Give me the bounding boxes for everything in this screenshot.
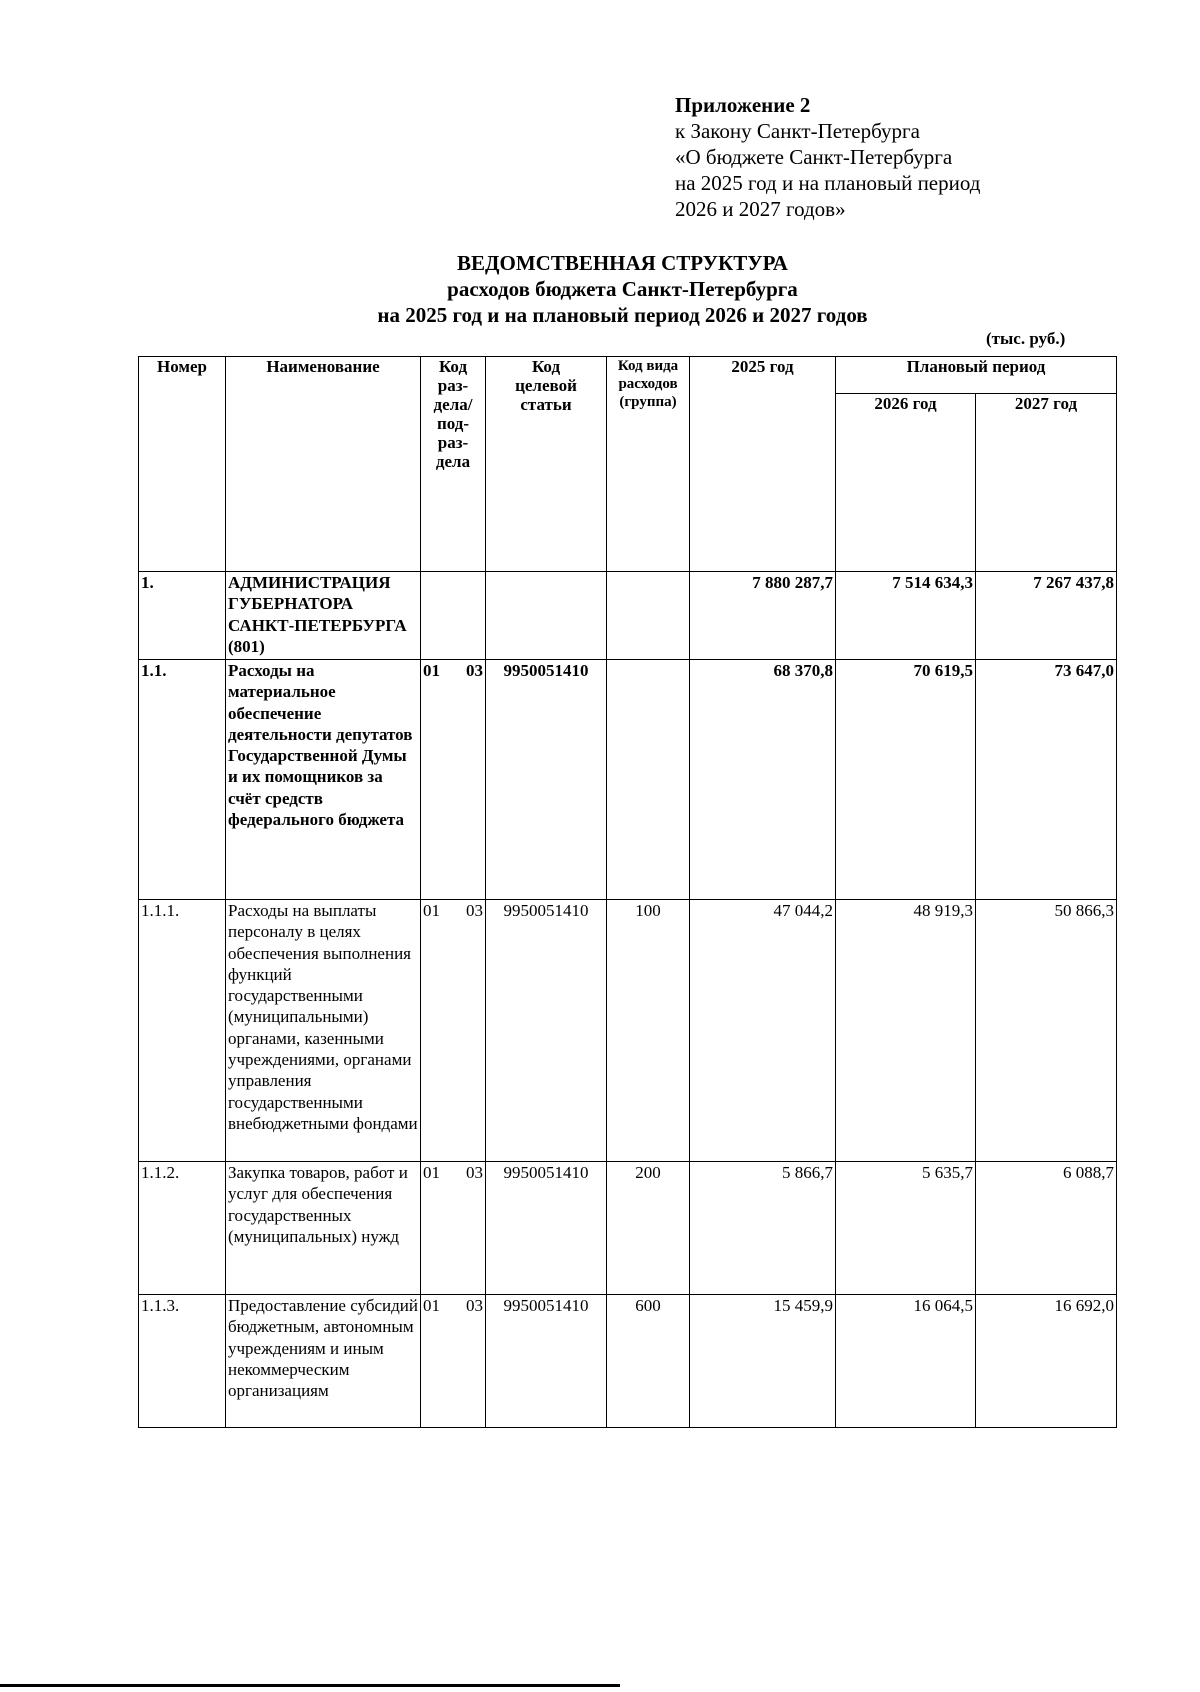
subsection-code: 03: [466, 1296, 483, 1315]
row-number: 1.1.2.: [139, 1162, 226, 1295]
row-amount-2026: 7 514 634,3: [836, 572, 976, 660]
row-amount-2027: 50 866,3: [976, 900, 1117, 1162]
title-line: на 2025 год и на плановый период 2026 и 2027 годов: [377, 303, 868, 327]
appendix-line: 2026 и 2027 годов»: [675, 197, 846, 221]
row-amount-2026: 16 064,5: [836, 1295, 976, 1428]
appendix-block: [675, 92, 980, 222]
row-section-code: [421, 1295, 486, 1428]
row-target-code: 9950051410: [486, 900, 607, 1162]
table-header: [139, 357, 1117, 572]
row-amount-2026: 48 919,3: [836, 900, 976, 1162]
row-kind-code: 200: [607, 1162, 690, 1295]
row-amount-2026: 70 619,5: [836, 660, 976, 900]
appendix-line: на 2025 год и на плановый период: [675, 171, 981, 195]
row-target-code: 9950051410: [486, 1162, 607, 1295]
row-kind-code: 600: [607, 1295, 690, 1428]
table-row: [139, 900, 1117, 1162]
row-amount-2025: 15 459,9: [690, 1295, 836, 1428]
header-kind-code: Код вида расходов (группа): [607, 357, 690, 572]
table-body: [139, 572, 1117, 1428]
row-section-code: [421, 1162, 486, 1295]
title-line: расходов бюджета Санкт-Петербурга: [447, 277, 798, 301]
row-name: АДМИНИСТРАЦИЯ ГУБЕРНАТОРА САНКТ-ПЕТЕРБУРГА (801): [226, 572, 421, 660]
header-year-2025: 2025 год: [690, 357, 836, 572]
document-title: [0, 250, 1200, 328]
section-code: 01: [423, 901, 440, 920]
row-kind-code: 100: [607, 900, 690, 1162]
table-row: [139, 572, 1117, 660]
header-number: Номер: [139, 357, 226, 572]
row-name: Закупка товаров, работ и услуг для обеспечения государственных (муниципальных) нужд: [226, 1162, 421, 1295]
row-number: 1.1.: [139, 660, 226, 900]
section-code: 01: [423, 661, 440, 680]
row-target-code: [486, 572, 607, 660]
row-amount-2025: 5 866,7: [690, 1162, 836, 1295]
row-name: Расходы на материальное обеспечение деятельности депутатов Государственной Думы и их помощников за счёт средств федерального бюджета: [226, 660, 421, 900]
table-row: [139, 1295, 1117, 1428]
row-number: 1.1.3.: [139, 1295, 226, 1428]
row-section-code: [421, 572, 486, 660]
row-amount-2027: 6 088,7: [976, 1162, 1117, 1295]
scan-edge-line: [0, 1684, 620, 1687]
table-row: [139, 660, 1117, 900]
row-amount-2025: 7 880 287,7: [690, 572, 836, 660]
subsection-code: 03: [466, 661, 483, 680]
header-name: Наименование: [226, 357, 421, 572]
section-code: 01: [423, 1163, 440, 1182]
row-amount-2026: 5 635,7: [836, 1162, 976, 1295]
units-label: (тыс. руб.): [986, 329, 1066, 348]
header-section-code: Код раз- дела/ под- раз- дела: [421, 357, 486, 572]
row-section-code: [421, 900, 486, 1162]
header-year-2027: 2027 год: [976, 394, 1117, 572]
row-amount-2027: 16 692,0: [976, 1295, 1117, 1428]
row-amount-2027: 7 267 437,8: [976, 572, 1117, 660]
row-name: Расходы на выплаты персоналу в целях обеспечения выполнения функций государственными (муниципальными) органами, казенными учреждениями, органами управления государственными внебюджетными фондами: [226, 900, 421, 1162]
appendix-line: «О бюджете Санкт-Петербурга: [675, 145, 953, 169]
row-kind-code: [607, 660, 690, 900]
row-number: 1.1.1.: [139, 900, 226, 1162]
row-name: Предоставление субсидий бюджетным, автономным учреждениям и иным некоммерческим организациям: [226, 1295, 421, 1428]
row-target-code: 9950051410: [486, 660, 607, 900]
header-target-code: Код целевой статьи: [486, 357, 607, 572]
header-year-2026: 2026 год: [836, 394, 976, 572]
subsection-code: 03: [466, 1163, 483, 1182]
subsection-code: 03: [466, 901, 483, 920]
row-amount-2025: 68 370,8: [690, 660, 836, 900]
row-target-code: 9950051410: [486, 1295, 607, 1428]
row-amount-2027: 73 647,0: [976, 660, 1117, 900]
row-number: 1.: [139, 572, 226, 660]
header-planned-period: Плановый период: [836, 357, 1117, 394]
row-amount-2025: 47 044,2: [690, 900, 836, 1162]
table-row: [139, 1162, 1117, 1295]
row-section-code: [421, 660, 486, 900]
section-code: 01: [423, 1296, 440, 1315]
budget-table: [138, 356, 1117, 1428]
appendix-heading: Приложение 2: [675, 93, 811, 117]
appendix-line: к Закону Санкт-Петербурга: [675, 119, 920, 143]
row-kind-code: [607, 572, 690, 660]
title-line: ВЕДОМСТВЕННАЯ СТРУКТУРА: [457, 251, 788, 275]
